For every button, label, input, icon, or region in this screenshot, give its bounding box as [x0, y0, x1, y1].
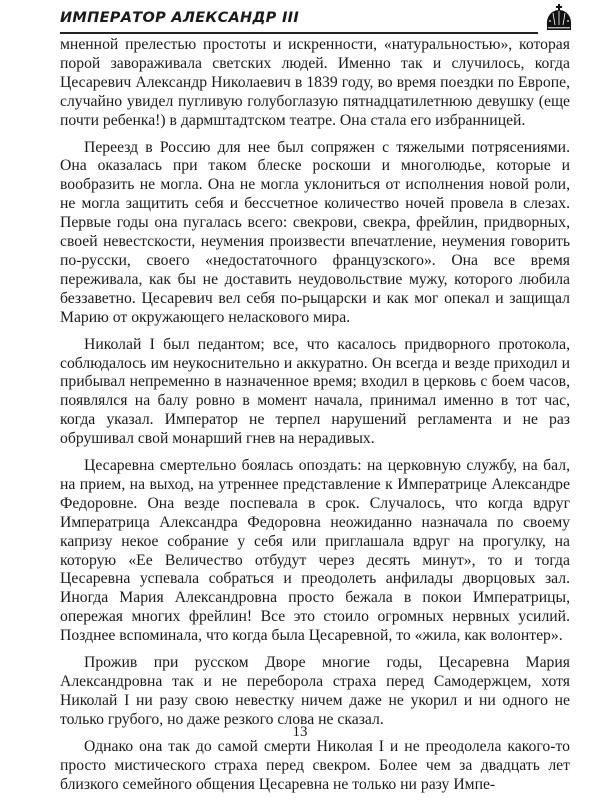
paragraph: Прожив при русском Дворе многие годы, Цесаревна Мария Александровна так и не переборола страха перед Самодержцем, хотя Николай I ни разу свою невестку ничем даже не укорил и ни одного не только грубого, но даже резкого слова не сказал.: [60, 654, 570, 728]
running-header: [60, 6, 570, 34]
crown-icon: [544, 4, 574, 34]
paragraph: Однако она так до самой смерти Николая I и не преодолела какого-то просто мистического страха перед свекром. Более чем за двадцать лет близкого семейного общения Цесаревна не только ни разу Импе-: [60, 737, 570, 793]
paragraph: мненной прелестью простоты и искренности, «натуральностью», которая порой завораживала светских людей. Именно так и случилось, когда Цесаревич Александр Николаевич в 1839 году, во время поездки по Европе, случайно увидел пугливую голубоглазую пятнадцатилетнюю девушку (еще почти ребенка!) в дармштадтском театре. Она стала его избранницей.: [60, 36, 570, 129]
page-text: [60, 36, 570, 802]
paragraph: Цесаревна смертельно боялась опоздать: на церковную службу, на бал, на прием, на выход, на утреннее представление к Императрице Александре Федоровне. Она везде поспевала в срок. Случалось, что когда вдруг Императрица Александра Федоровна неожиданно назначала по своему капризу некое собрание у себя или приглашала вдруг на прогулку, на которую «Ее Величество отбудут через десять минут», то и тогда Цесаревна успевала собраться и преодолеть анфилады дворцовых зал. Иногда Мария Александровна просто бежала в покои Императрицы, опережая многих фрейлин! Все это стоило огромных нервных усилий. Позднее вспоминала, что когда была Цесаревной, то «жила, как волонтер».: [60, 457, 570, 645]
paragraph: Николай I был педантом; все, что касалось придворного протокола, соблюдалось им неукоснительно и аккуратно. Он всегда и везде приходил и прибывал непременно в назначенное время; входил в церковь с боем часов, появлялся на балу ровно в момент начала, принимал именно в тот час, когда указал. Император не терпел нарушений регламента и не раз обрушивал свой монарший гнев на нерадивых.: [60, 335, 570, 448]
page-number: 13: [292, 724, 308, 740]
running-header-title: ИМПЕРАТОР АЛЕКСАНДР III: [60, 10, 300, 26]
header-rule: [60, 32, 538, 34]
paragraph: Переезд в Россию для нее был сопряжен с тяжелыми потрясениями. Она оказалась при таком блеске роскоши и многолюдье, которые и вообразить не могла. Она не могла уклониться от исполнения новой роли, не могла защитить себя и бессчетное количество ночей провела в слезах. Первые годы она пугалась всего: свекрови, свекра, фрейлин, придворных, своей невестскости, неумения произвести впечатление, неумения говорить по-русски, своего «недостаточного французского». Она все время переживала, как бы не доставить неудовольствие мужу, которого любила беззаветно. Цесаревич вел себя по-рыцарски и как мог опекал и защищал Марию от окружающего неласкового мира.: [60, 138, 570, 326]
